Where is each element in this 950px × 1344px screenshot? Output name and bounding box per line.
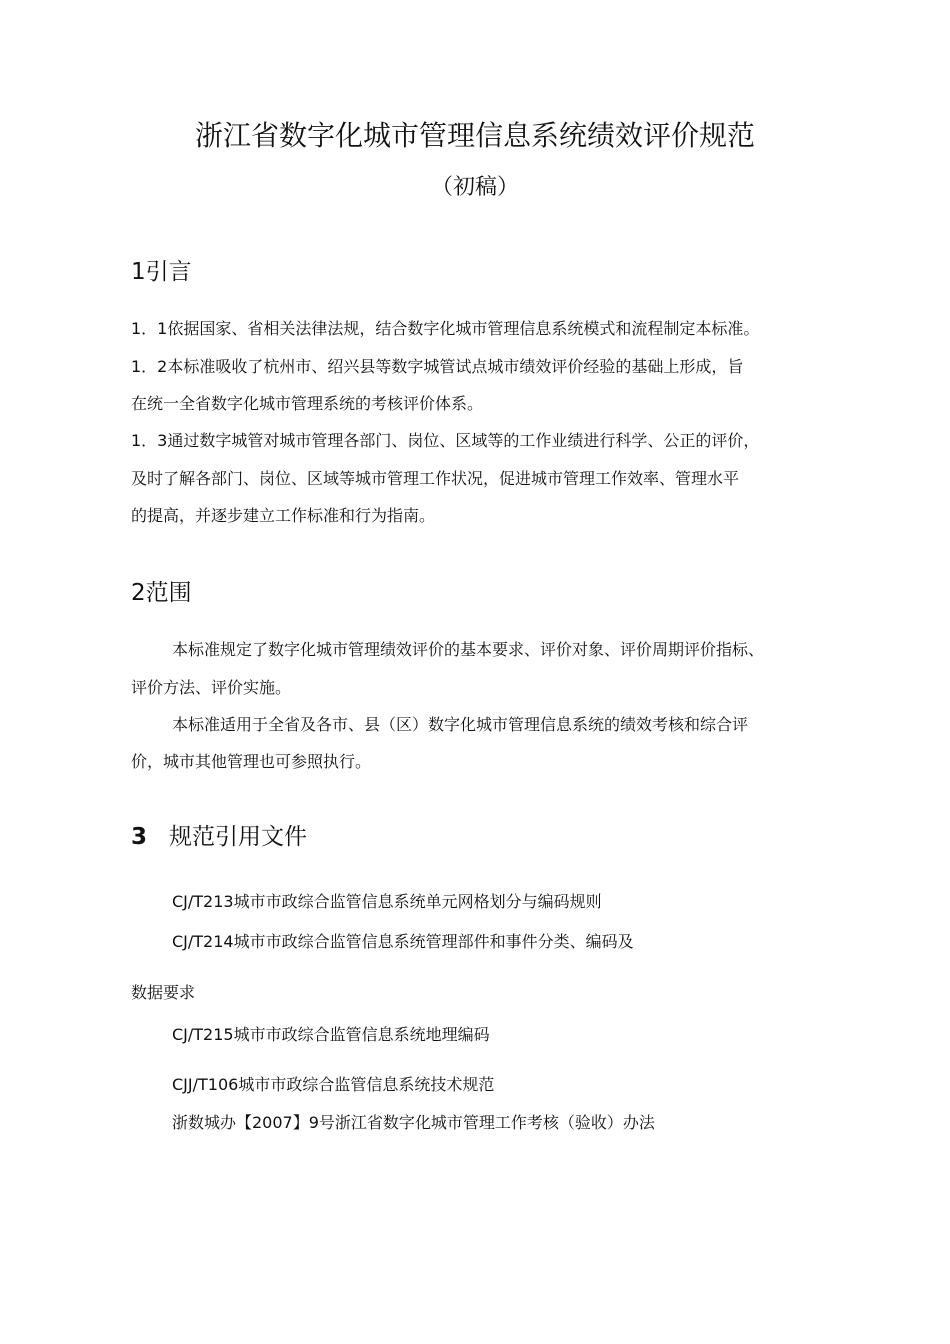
reference-item: CJ/T215城市市政综合监管信息系统地理编码 — [172, 1025, 490, 1044]
paragraph-line: 1．2本标准吸收了杭州市、绍兴县等数字城管试点城市绩效评价经验的基础上形成，旨 — [131, 357, 744, 376]
paragraph-line: 的提高，并逐步建立工作标准和行为指南。 — [131, 506, 436, 525]
paragraph-line: 1．1依据国家、省相关法律法规，结合数字化城市管理信息系统模式和流程制定本标准。 — [131, 319, 760, 338]
reference-item-continuation: 数据要求 — [131, 983, 196, 1002]
paragraph-line: 本标准规定了数字化城市管理绩效评价的基本要求、评价对象、评价周期评价指标、 — [172, 640, 765, 659]
reference-item: CJJ/T106城市市政综合监管信息系统技术规范 — [172, 1075, 495, 1094]
section-number: 3 — [131, 824, 148, 850]
paragraph-line: 及时了解各部门、岗位、区域等城市管理工作状况，促进城市管理工作效率、管理水平 — [131, 469, 740, 488]
paragraph-line: 价，城市其他管理也可参照执行。 — [131, 752, 372, 771]
section-number: 2 — [131, 580, 146, 606]
paragraph-line: 在统一全省数字化城市管理系统的考核评价体系。 — [131, 394, 484, 413]
document-subtitle: （初稿） — [430, 175, 519, 200]
paragraph-line: 1．3通过数字城管对城市管理各部门、岗位、区域等的工作业绩进行科学、公正的评价， — [131, 431, 760, 450]
document-title: 浙江省数字化城市管理信息系统绩效评价规范 — [194, 119, 755, 152]
reference-item: 浙数城办【2007】9号浙江省数字化城市管理工作考核（验收）办法 — [172, 1113, 655, 1132]
section-title: 引言 — [145, 259, 192, 285]
paragraph-line: 评价方法、评价实施。 — [131, 678, 292, 697]
paragraph-line: 本标准适用于全省及各市、县（区）数字化城市管理信息系统的绩效考核和综合评 — [172, 715, 749, 734]
section-title: 规范引用文件 — [169, 824, 307, 850]
section-number: 1 — [131, 259, 146, 285]
section-heading-1 — [131, 253, 192, 286]
section-heading-2 — [131, 574, 192, 607]
section-heading-3 — [131, 818, 307, 851]
section-title: 范围 — [145, 580, 192, 606]
reference-item: CJ/T213城市市政综合监管信息系统单元网格划分与编码规则 — [172, 892, 602, 911]
reference-item: CJ/T214城市市政综合监管信息系统管理部件和事件分类、编码及 — [172, 932, 634, 951]
